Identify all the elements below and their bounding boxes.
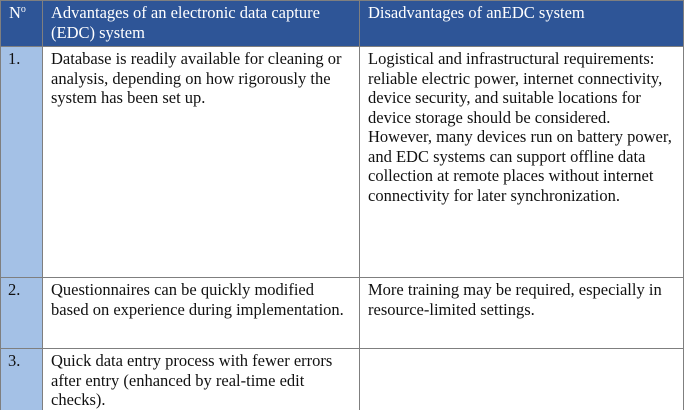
row-number-cell: 1. <box>1 47 43 278</box>
header-disadvantages-label: Disadvantages of anEDC system <box>368 3 585 22</box>
header-advantages-cell <box>43 1 360 47</box>
header-number-label: N <box>9 3 21 22</box>
table-row <box>1 47 684 278</box>
disadvantage-cell: Logistical and infrastructural requirements: reliable electric power, internet connectivity, device security, and suitable locations for device storage should be considered. However, many devices run on battery power, and EDC systems can support offline data collection at remote places without internet connectivity for later synchronization. <box>360 47 684 278</box>
header-disadvantages-cell <box>360 1 684 47</box>
table-row <box>1 349 684 410</box>
table-header <box>1 1 684 47</box>
header-row <box>1 1 684 47</box>
header-number-label-superscript: o <box>20 4 26 15</box>
disadvantage-cell: More training may be required, especially in resource-limited settings. <box>360 278 684 349</box>
table-row <box>1 278 684 349</box>
disadvantage-cell <box>360 349 684 410</box>
row-number-cell: 3. <box>1 349 43 410</box>
header-advantages-label: Advantages of an electronic data capture (EDC) system <box>51 3 320 42</box>
advantage-cell: Quick data entry process with fewer errors after entry (enhanced by real-time edit checks). <box>43 349 360 410</box>
advantage-cell: Database is readily available for cleaning or analysis, depending on how rigorously the system has been set up. <box>43 47 360 278</box>
header-number-cell <box>1 1 43 47</box>
table-body <box>1 47 684 410</box>
advantage-cell: Questionnaires can be quickly modified based on experience during implementation. <box>43 278 360 349</box>
row-number-cell: 2. <box>1 278 43 349</box>
